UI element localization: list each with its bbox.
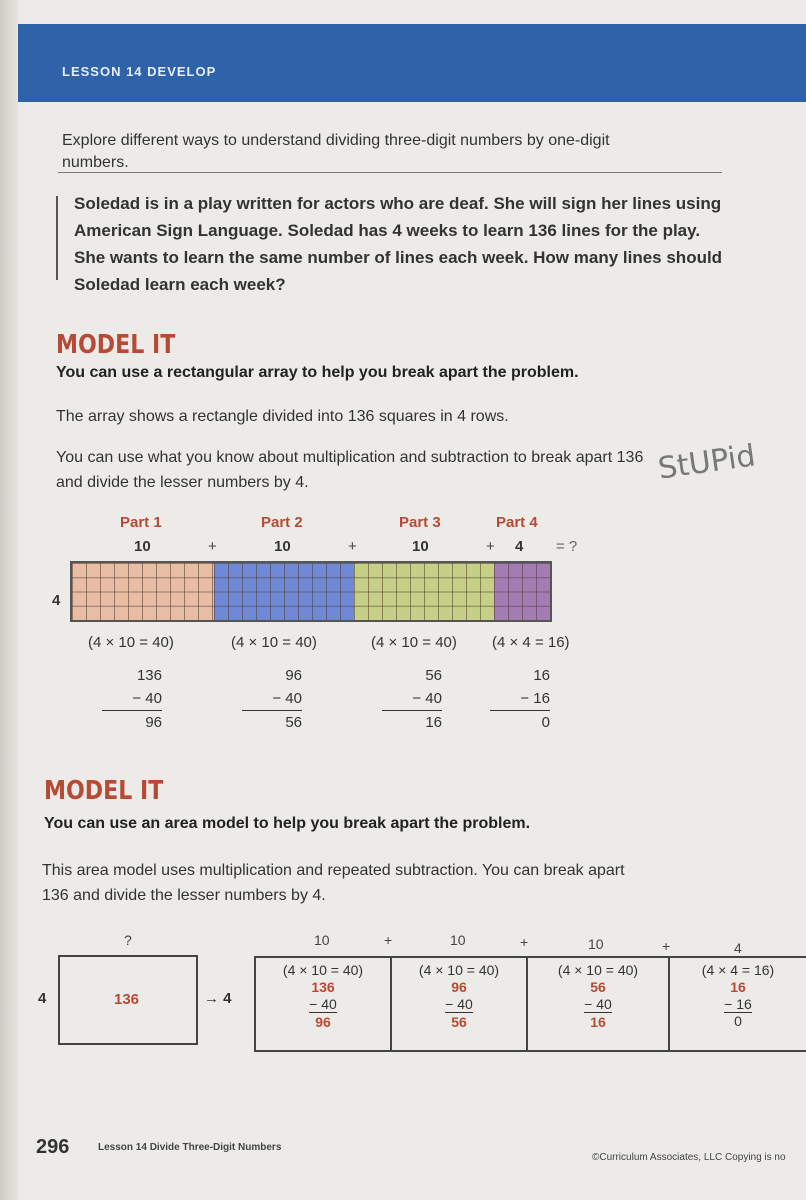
area-cell-1 — [256, 958, 392, 1050]
minuend: 56 — [425, 667, 442, 684]
difference: 96 — [145, 714, 162, 731]
cell-equation: (4 × 10 = 40) — [418, 962, 500, 978]
plus-sign: + — [486, 538, 495, 555]
part-4-label: Part 4 — [496, 514, 538, 531]
subtraction-2 — [242, 664, 302, 734]
cell-equation: (4 × 4 = 16) — [701, 962, 775, 978]
model-it-title-1: MODEL IT — [56, 330, 176, 360]
cell-subtrahend: − 40 — [309, 996, 337, 1012]
part-3-value: 10 — [412, 538, 429, 555]
cell-difference: 96 — [315, 1014, 331, 1030]
area-model-whole — [58, 955, 198, 1045]
area-plus: + — [520, 934, 529, 950]
part-1-value: 10 — [134, 538, 151, 555]
copyright-notice: ©Curriculum Associates, LLC Copying is no — [592, 1152, 786, 1163]
area-model-description: This area model uses multiplication and repeated subtraction. You can break apart 136 and divide the lesser numbers by 4. — [42, 862, 625, 904]
problem-marker — [56, 196, 58, 280]
lesson-header-bar — [18, 24, 806, 102]
array-part-4 — [494, 563, 550, 620]
plus-sign: + — [348, 538, 357, 555]
cell-minuend: 56 — [590, 979, 606, 995]
area-side-label: 4 — [38, 990, 47, 1007]
subtrahend: − 40 — [382, 687, 442, 711]
cell-equation: (4 × 10 = 40) — [282, 962, 364, 978]
page-binding-edge — [0, 0, 18, 1200]
array-part-1 — [72, 563, 214, 620]
minuend: 136 — [136, 667, 162, 684]
footer-lesson-title: Lesson 14 Divide Three-Digit Numbers — [98, 1142, 282, 1153]
subtraction-4 — [490, 664, 550, 734]
subtraction-1 — [102, 664, 162, 734]
model-it-subtitle-2: You can use an area model to help you break apart the problem. — [44, 815, 531, 832]
model-it-title-2: MODEL IT — [44, 776, 164, 806]
array-part-3 — [354, 563, 494, 620]
intro-text: Explore different ways to understand dividing three-digit numbers by one-digit numbers. — [62, 132, 610, 171]
area-top-3: 10 — [588, 936, 604, 952]
divider — [58, 172, 722, 173]
minuend: 96 — [285, 667, 302, 684]
difference: 0 — [541, 714, 550, 731]
part-1-label: Part 1 — [120, 514, 162, 531]
area-cell-2 — [392, 958, 528, 1050]
area-cell-4 — [670, 958, 806, 1050]
area-top-2: 10 — [450, 932, 466, 948]
array-row-label: 4 — [52, 592, 61, 609]
array-part-2 — [214, 563, 354, 620]
area-question: ? — [124, 932, 132, 948]
model-it-subtitle-1: You can use a rectangular array to help you break apart the problem. — [56, 364, 579, 381]
area-total: 136 — [114, 991, 140, 1008]
part-4-value: 4 — [515, 538, 524, 555]
cell-minuend: 16 — [730, 979, 746, 995]
area-top-1: 10 — [314, 932, 330, 948]
cell-difference: 16 — [590, 1014, 606, 1030]
part-3-label: Part 3 — [399, 514, 441, 531]
cell-difference: 56 — [451, 1014, 467, 1030]
subtrahend: − 16 — [490, 687, 550, 711]
cell-subtrahend: − 40 — [445, 996, 473, 1012]
area-cell-3 — [528, 958, 670, 1050]
plus-sign: + — [208, 538, 217, 555]
subtraction-3 — [382, 664, 442, 734]
cell-minuend: 96 — [451, 979, 467, 995]
page-number: 296 — [36, 1136, 70, 1158]
minuend: 16 — [533, 667, 550, 684]
subtrahend: − 40 — [242, 687, 302, 711]
area-plus: + — [384, 932, 393, 948]
area-top-4: 4 — [734, 940, 742, 956]
handwritten-note: StUPid — [656, 438, 758, 487]
rectangular-array — [70, 561, 552, 622]
part-4-equation: (4 × 4 = 16) — [492, 634, 570, 651]
array-description: The array shows a rectangle divided into 136 squares in 4 rows. — [56, 408, 509, 425]
word-problem: Soledad is in a play written for actors who are deaf. She will sign her lines using American Sign Language. Soledad has 4 weeks to learn 136 lines for the play. She wants to learn the same number of lines each week. How many lines should Soledad learn each week? — [74, 194, 723, 294]
cell-equation: (4 × 10 = 40) — [557, 962, 639, 978]
part-2-value: 10 — [274, 538, 291, 555]
cell-subtrahend: − 16 — [724, 996, 752, 1012]
part-2-label: Part 2 — [261, 514, 303, 531]
cell-difference: 0 — [734, 1013, 742, 1029]
cell-minuend: 136 — [311, 979, 335, 995]
part-2-equation: (4 × 10 = 40) — [231, 634, 317, 651]
equals-question: = ? — [556, 538, 578, 555]
lesson-label: LESSON 14 DEVELOP — [62, 64, 217, 79]
area-model-parts — [254, 956, 806, 1052]
cell-subtrahend: − 40 — [584, 996, 612, 1012]
part-1-equation: (4 × 10 = 40) — [88, 634, 174, 651]
subtrahend: − 40 — [102, 687, 162, 711]
part-3-equation: (4 × 10 = 40) — [371, 634, 457, 651]
array-instructions: You can use what you know about multiplication and subtraction to break apart 136 and divide the lesser numbers by 4. — [56, 449, 644, 491]
area-plus: + — [662, 938, 671, 954]
area-arrow: → 4 — [204, 990, 232, 1007]
difference: 16 — [425, 714, 442, 731]
difference: 56 — [285, 714, 302, 731]
